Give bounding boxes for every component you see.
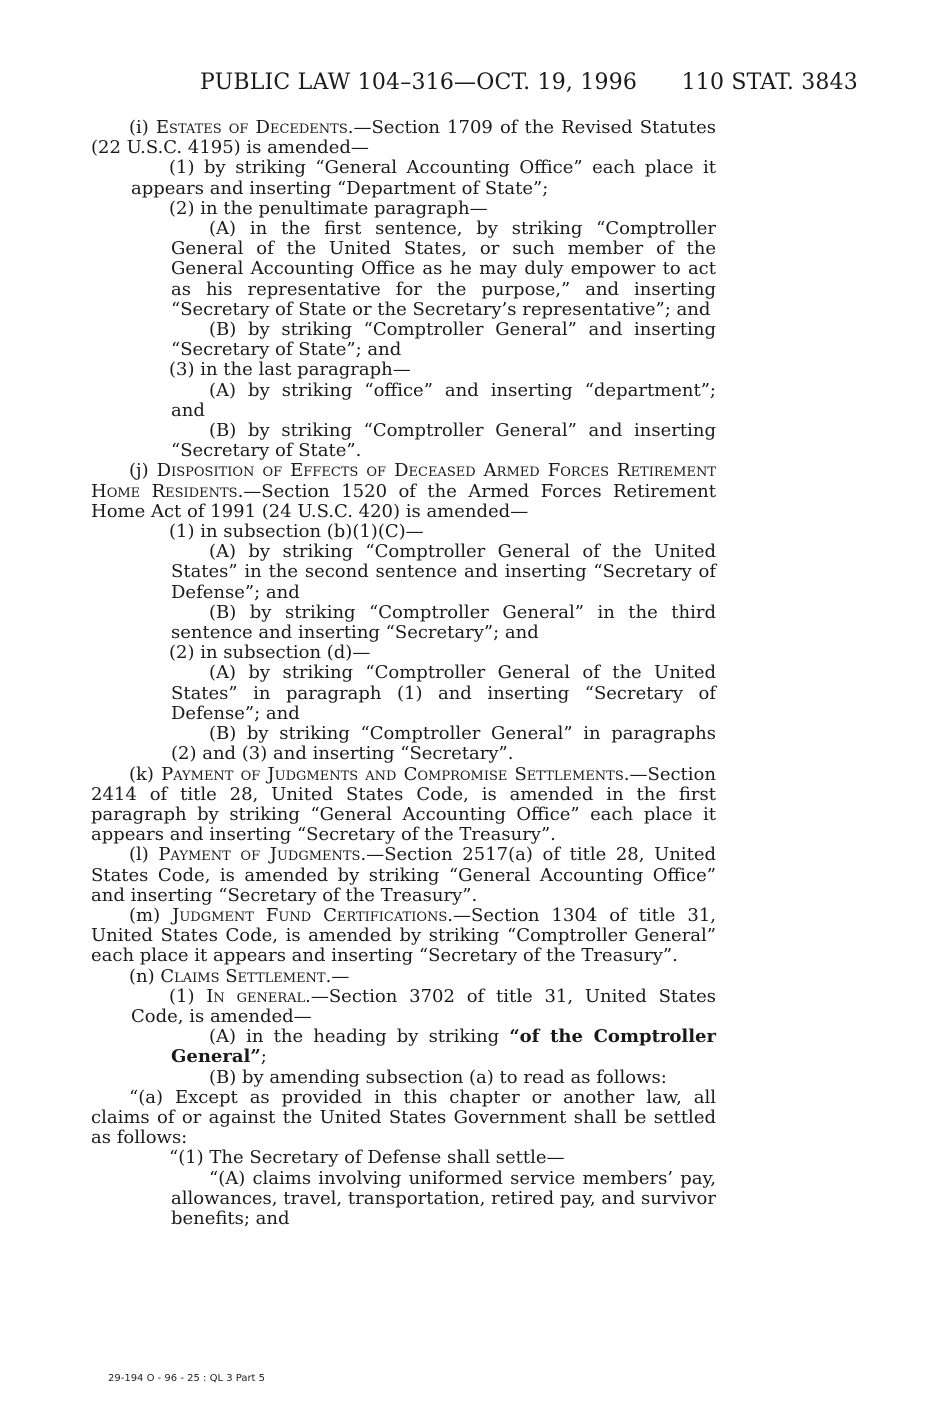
document-body (91, 118, 716, 1229)
text-run: (2) in subsection (d)— (169, 642, 371, 664)
running-head (0, 70, 940, 104)
paragraph (91, 643, 716, 663)
text-run: (2) in the penultimate paragraph— (169, 197, 488, 219)
text-run: (1) by striking “General Accounting Office” each place it appears and inserting “Department of State”; (131, 157, 716, 199)
section-heading: Claims Settlement (160, 965, 326, 987)
paragraph (91, 765, 716, 846)
text-run: (B) by striking “Comptroller General” in paragraphs (2) and (3) and inserting “Secretary”. (171, 723, 716, 765)
text-run: (k) (129, 763, 162, 785)
text-run: (i) (129, 117, 156, 138)
paragraph (91, 663, 716, 724)
paragraph (91, 421, 716, 461)
text-run: (A) by striking “Comptroller General of the United States” in paragraph (1) and inserting “Secretary of Defense”; and (171, 662, 716, 724)
paragraph (91, 1068, 716, 1088)
text-run: (B) by striking “Comptroller General” and inserting “Secretary of State”. (171, 420, 716, 462)
paragraph (91, 360, 716, 380)
paragraph (91, 542, 716, 603)
paragraph (91, 522, 716, 542)
text-run: (n) (129, 965, 161, 987)
paragraph (91, 219, 716, 320)
page-title: PUBLIC LAW 104–316—OCT. 19, 1996 (200, 70, 638, 95)
text-run: .—Section 2414 of title 28, United States Code, is amended in the first paragraph by striking “General Accounting Office” each place it appears and inserting “Secretary of the Treasury”. (91, 763, 716, 846)
text-run: “(1) The Secretary of Defense shall settle— (169, 1147, 565, 1169)
paragraph (91, 199, 716, 219)
section-heading: Payment of Judgments (158, 844, 361, 866)
text-run: (A) in the first sentence, by striking “Comptroller General of the United States, or such member of the General Accounting Office as he may duly empower to act as his representative for the purpose,” and inserting “Secretary of State or the Secretary’s representative”; and (171, 218, 716, 320)
section-heading: In general (206, 985, 306, 1007)
text-run: (A) by striking “Comptroller General of the United States” in the second sentence and inserting “Secretary of Defense”; and (171, 541, 716, 603)
paragraph (91, 320, 716, 360)
paragraph (91, 603, 716, 643)
section-heading: Judgment Fund Certifications (172, 904, 448, 926)
paragraph (91, 906, 716, 967)
text-run: “(a) Except as provided in this chapter or another law, all claims of or against the United States Government shall be settled as follows: (91, 1086, 716, 1149)
text-run: “(A) claims involving uniformed service members’ pay, allowances, travel, transportation, retired pay, and survivor benefits; and (171, 1167, 716, 1229)
section-heading: Estates of Decedents (155, 117, 348, 138)
section-heading: Payment of Judgments and Compromise Settlements (161, 763, 624, 785)
text-run: ; (260, 1046, 267, 1068)
paragraph (91, 1148, 716, 1168)
text-run: (j) (129, 460, 157, 482)
text-run: .—Section 1304 of title 31, United States Code, is amended by striking “Comptroller General” each place it appears and inserting “Secretary of the Treasury”. (91, 904, 716, 967)
text-run: (B) by striking “Comptroller General” in the third sentence and inserting “Secretary”; and (171, 601, 716, 644)
bold-text: “of the Comptroller General” (171, 1026, 716, 1068)
text-run: .—Section 1709 of the Revised Statutes (22 U.S.C. 4195) is amended— (91, 117, 717, 159)
paragraph (91, 461, 716, 522)
text-run: .—Section 2517(a) of title 28, United States Code, is amended by striking “General Accounting Office” and inserting “Secretary of the Treasury”. (91, 844, 716, 906)
text-run: (3) in the last paragraph— (169, 359, 411, 381)
paragraph (91, 845, 716, 906)
text-run: (1) in subsection (b)(1)(C)— (169, 521, 424, 543)
text-run: .— (325, 965, 350, 987)
paragraph (91, 967, 716, 987)
text-run: (A) in the heading by striking (209, 1026, 510, 1048)
text-run: (A) by striking “office” and inserting “department”; and (171, 379, 716, 421)
paragraph (91, 1169, 716, 1230)
text-run: (B) by striking “Comptroller General” and inserting “Secretary of State”; and (171, 319, 716, 361)
paragraph (91, 987, 716, 1027)
text-run: .—Section 3702 of title 31, United States Code, is amended— (131, 985, 716, 1027)
paragraph (91, 381, 716, 421)
print-footer: 29-194 O - 96 - 25 : QL 3 Part 5 (108, 1373, 266, 1384)
paragraph (91, 724, 716, 764)
text-run: (B) by amending subsection (a) to read as follows: (209, 1066, 667, 1088)
text-run: (1) (169, 985, 207, 1007)
text-run: .—Section 1520 of the Armed Forces Retirement Home Act of 1991 (24 U.S.C. 420) is amended— (91, 480, 717, 522)
page-folio: 110 STAT. 3843 (681, 70, 858, 95)
section-heading: Disposition of Effects of Deceased Armed Forces Retirement Home Residents (91, 460, 716, 502)
paragraph (91, 1027, 716, 1067)
text-run: (l) (129, 844, 159, 866)
paragraph (91, 1088, 716, 1149)
paragraph (91, 158, 716, 198)
paragraph (91, 118, 716, 158)
text-run: (m) (129, 904, 173, 926)
